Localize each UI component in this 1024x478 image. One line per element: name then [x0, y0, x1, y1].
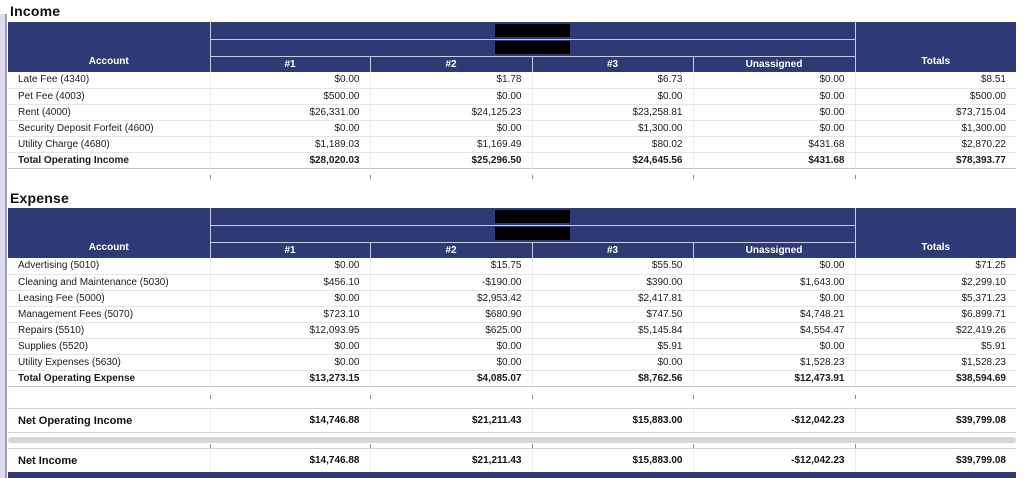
value-cell: $4,748.21	[693, 306, 855, 322]
redacted-property-name-row	[210, 39, 855, 56]
value-cell: $5.91	[855, 338, 1016, 354]
value-cell: $5.91	[532, 338, 693, 354]
account-cell: Leasing Fee (5000)	[8, 290, 210, 306]
totals-column-header: Totals	[855, 208, 1016, 258]
value-cell: $0.00	[693, 258, 855, 274]
value-cell: $15,883.00	[532, 449, 693, 473]
value-cell: $38,594.69	[855, 370, 1016, 386]
value-cell: $21,211.43	[370, 409, 532, 433]
unassigned-column-header: Unassigned	[693, 56, 855, 72]
redacted-property-name-row	[210, 208, 855, 225]
value-cell: $5,371.23	[855, 290, 1016, 306]
table-row	[8, 290, 1016, 306]
expense-section-title: Expense	[10, 190, 69, 206]
table-row	[8, 72, 1016, 88]
table-row	[8, 274, 1016, 290]
value-cell: $2,870.22	[855, 136, 1016, 152]
value-cell: $21,211.43	[370, 449, 532, 473]
value-cell: $39,799.08	[855, 449, 1016, 473]
value-cell: $0.00	[210, 354, 370, 370]
unit-1-column-header: #1	[210, 242, 370, 258]
table-row	[8, 322, 1016, 338]
account-cell: Advertising (5010)	[8, 258, 210, 274]
account-cell: Utility Charge (4680)	[8, 136, 210, 152]
table-row	[8, 354, 1016, 370]
account-cell: Repairs (5510)	[8, 322, 210, 338]
redaction-bar	[495, 41, 570, 54]
value-cell: $26,331.00	[210, 104, 370, 120]
value-cell: $723.10	[210, 306, 370, 322]
value-cell: $6.73	[532, 72, 693, 88]
value-cell: $0.00	[370, 88, 532, 104]
value-cell: $6,899.71	[855, 306, 1016, 322]
value-cell: -$190.00	[370, 274, 532, 290]
value-cell: $13,273.15	[210, 370, 370, 386]
value-cell: $431.68	[693, 136, 855, 152]
value-cell: $0.00	[210, 338, 370, 354]
account-cell: Late Fee (4340)	[8, 72, 210, 88]
redaction-bar	[495, 24, 570, 37]
value-cell: $14,746.88	[210, 409, 370, 433]
table-row	[8, 104, 1016, 120]
value-cell: $500.00	[210, 88, 370, 104]
value-cell: $1,300.00	[532, 120, 693, 136]
value-cell: $0.00	[532, 88, 693, 104]
value-cell: $680.90	[370, 306, 532, 322]
value-cell: $2,953.42	[370, 290, 532, 306]
value-cell: $625.00	[370, 322, 532, 338]
table-row	[8, 120, 1016, 136]
value-cell: $1,169.49	[370, 136, 532, 152]
table-row	[8, 136, 1016, 152]
next-section-header-band	[8, 472, 1016, 478]
redacted-property-name-row	[210, 225, 855, 242]
value-cell: $12,093.95	[210, 322, 370, 338]
account-cell: Utility Expenses (5630)	[8, 354, 210, 370]
value-cell: $24,125.23	[370, 104, 532, 120]
value-cell: $71.25	[855, 258, 1016, 274]
account-cell: Total Operating Income	[8, 152, 210, 168]
income-table	[8, 22, 1016, 169]
expense-column-stubs	[8, 395, 1016, 399]
net-operating-income-label: Net Operating Income	[8, 409, 210, 433]
value-cell: $4,554.47	[693, 322, 855, 338]
value-cell: $5,145.84	[532, 322, 693, 338]
value-cell: $15,883.00	[532, 409, 693, 433]
value-cell: $0.00	[693, 104, 855, 120]
value-cell: $431.68	[693, 152, 855, 168]
income-column-stubs	[8, 175, 1016, 179]
value-cell: $8,762.56	[532, 370, 693, 386]
value-cell: $0.00	[693, 88, 855, 104]
value-cell: $14,746.88	[210, 449, 370, 473]
value-cell: $456.10	[210, 274, 370, 290]
value-cell: $0.00	[693, 290, 855, 306]
value-cell: $1,300.00	[855, 120, 1016, 136]
table-row	[8, 258, 1016, 274]
value-cell: -$12,042.23	[693, 409, 855, 433]
income-section-title: Income	[10, 3, 61, 19]
value-cell: $24,645.56	[532, 152, 693, 168]
unit-2-column-header: #2	[370, 56, 532, 72]
totals-column-header: Totals	[855, 22, 1016, 72]
value-cell: $0.00	[210, 120, 370, 136]
net-operating-income-row	[8, 408, 1016, 433]
income-table-header	[8, 22, 1016, 72]
total-row	[8, 370, 1016, 386]
value-cell: $1,189.03	[210, 136, 370, 152]
value-cell: $80.02	[532, 136, 693, 152]
value-cell: $8.51	[855, 72, 1016, 88]
table-row	[8, 88, 1016, 104]
unit-2-column-header: #2	[370, 242, 532, 258]
value-cell: $0.00	[693, 120, 855, 136]
value-cell: $55.50	[532, 258, 693, 274]
account-cell: Pet Fee (4003)	[8, 88, 210, 104]
value-cell: $0.00	[370, 338, 532, 354]
value-cell: $1,528.23	[693, 354, 855, 370]
value-cell: $25,296.50	[370, 152, 532, 168]
value-cell: $1,528.23	[855, 354, 1016, 370]
value-cell: $747.50	[532, 306, 693, 322]
value-cell: $390.00	[532, 274, 693, 290]
section-divider	[8, 437, 1016, 443]
value-cell: -$12,042.23	[693, 449, 855, 473]
expense-table-body	[8, 258, 1016, 386]
expense-table	[8, 208, 1016, 387]
unit-3-column-header: #3	[532, 242, 693, 258]
redaction-bar	[495, 210, 570, 223]
unit-1-column-header: #1	[210, 56, 370, 72]
account-column-header: Account	[8, 208, 210, 258]
value-cell: $0.00	[210, 72, 370, 88]
value-cell: $2,417.81	[532, 290, 693, 306]
table-row	[8, 306, 1016, 322]
account-cell: Management Fees (5070)	[8, 306, 210, 322]
value-cell: $23,258.81	[532, 104, 693, 120]
account-cell: Total Operating Expense	[8, 370, 210, 386]
value-cell: $22,419.26	[855, 322, 1016, 338]
value-cell: $78,393.77	[855, 152, 1016, 168]
value-cell: $0.00	[370, 120, 532, 136]
value-cell: $39,799.08	[855, 409, 1016, 433]
unassigned-column-header: Unassigned	[693, 242, 855, 258]
net-income-label: Net Income	[8, 449, 210, 473]
page-edge-strip	[0, 14, 7, 478]
value-cell: $12,473.91	[693, 370, 855, 386]
value-cell: $0.00	[693, 72, 855, 88]
redacted-property-name-row	[210, 22, 855, 39]
value-cell: $15.75	[370, 258, 532, 274]
value-cell: $4,085.07	[370, 370, 532, 386]
value-cell: $500.00	[855, 88, 1016, 104]
net-income-row	[8, 448, 1016, 473]
account-cell: Cleaning and Maintenance (5030)	[8, 274, 210, 290]
income-table-body	[8, 72, 1016, 168]
account-cell: Security Deposit Forfeit (4600)	[8, 120, 210, 136]
account-cell: Supplies (5520)	[8, 338, 210, 354]
table-row	[8, 338, 1016, 354]
account-column-header: Account	[8, 22, 210, 72]
value-cell: $28,020.03	[210, 152, 370, 168]
redaction-bar	[495, 227, 570, 240]
value-cell: $2,299.10	[855, 274, 1016, 290]
value-cell: $1.78	[370, 72, 532, 88]
expense-table-header	[8, 208, 1016, 258]
value-cell: $0.00	[210, 290, 370, 306]
unit-3-column-header: #3	[532, 56, 693, 72]
value-cell: $0.00	[532, 354, 693, 370]
value-cell: $0.00	[210, 258, 370, 274]
value-cell: $0.00	[370, 354, 532, 370]
total-row	[8, 152, 1016, 168]
value-cell: $0.00	[693, 338, 855, 354]
value-cell: $73,715.04	[855, 104, 1016, 120]
value-cell: $1,643.00	[693, 274, 855, 290]
account-cell: Rent (4000)	[8, 104, 210, 120]
